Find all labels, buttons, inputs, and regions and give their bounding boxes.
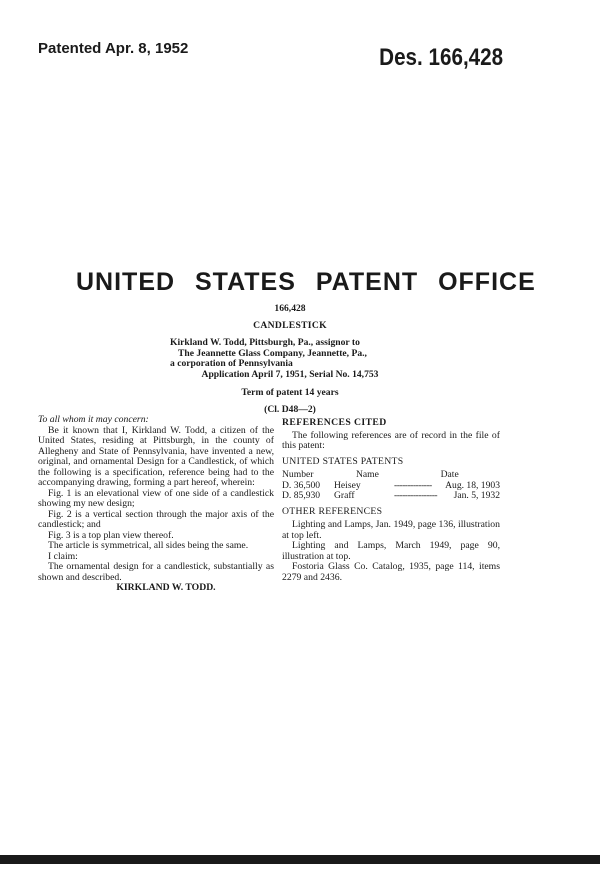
inventor-line: Kirkland W. Todd, Pittsburgh, Pa., assignor to — [170, 337, 360, 348]
fig1-description: Fig. 1 is an elevational view of one side of a candlestick showing my new design; — [38, 487, 274, 509]
bottom-border-rule — [0, 855, 600, 864]
patent-name-cell: Heisey — [334, 479, 361, 491]
application-line: Application April 7, 1951, Serial No. 14,753 — [201, 369, 379, 380]
references-intro: The following references are of record in the file of this patent: — [282, 429, 500, 451]
intro-paragraph: Be it known that I, Kirkland W. Todd, a citizen of the United States, residing at Pittsburgh, in the county of Allegheny and State of Pennsylvania, have invented a new, original, and ornamental Design for a Candlestick, of which the following is a specification, reference being had to the accompanying drawing, forming a part hereof, wherein: — [38, 424, 274, 488]
other-reference: Lighting and Lamps, March 1949, page 90, illustration at top. — [282, 540, 500, 562]
term-line: Term of patent 14 years — [241, 387, 339, 398]
leader-dots: -------------- — [394, 480, 432, 491]
other-references-heading: OTHER REFERENCES — [282, 505, 383, 517]
patent-date-cell: Aug. 18, 1903 — [445, 479, 500, 491]
column-header-name: Name — [356, 469, 379, 480]
greeting: To all whom it may concern: — [38, 414, 149, 425]
office-title: UNITED STATES PATENT OFFICE — [76, 268, 536, 296]
class-line: (Cl. D48—2) — [264, 404, 316, 415]
patent-number-cell: D. 36,500 — [282, 479, 321, 491]
fig2-description: Fig. 2 is a vertical section through the major axis of the candlestick; and — [38, 508, 274, 530]
patent-name-cell: Graff — [334, 490, 355, 501]
references-heading: REFERENCES CITED — [282, 417, 387, 428]
specification-column — [38, 415, 274, 594]
references-column — [282, 418, 500, 583]
fig3-description: Fig. 3 is a top plan view thereof. — [48, 529, 174, 541]
other-reference: Fostoria Glass Co. Catalog, 1935, page 114, items 2279 and 2436. — [282, 561, 500, 583]
column-header-number: Number — [282, 469, 314, 480]
column-header-date: Date — [440, 469, 459, 480]
patent-title: CANDLESTICK — [253, 320, 327, 331]
other-reference: Lighting and Lamps, Jan. 1949, page 136, illustration at top left. — [282, 519, 500, 541]
inventor-line: The Jeannette Glass Company, Jeannette, Pa., — [178, 347, 367, 359]
inventor-line: a corporation of Pennsylvania — [170, 358, 293, 369]
patented-date: Patented Apr. 8, 1952 — [38, 40, 189, 57]
patent-number-cell: D. 85,930 — [282, 490, 321, 501]
signature: KIRKLAND W. TODD. — [116, 582, 216, 593]
symmetry-statement: The article is symmetrical, all sides being the same. — [48, 540, 249, 551]
design-number: Des. 166,428 — [379, 44, 503, 71]
claim-text: The ornamental design for a candlestick, substantially as shown and described. — [38, 561, 274, 583]
patent-date-cell: Jan. 5, 1932 — [453, 490, 500, 501]
patent-number: 166,428 — [274, 303, 306, 314]
table-row — [282, 491, 500, 502]
claim-label: I claim: — [48, 550, 78, 562]
us-patents-heading: UNITED STATES PATENTS — [282, 455, 404, 467]
inventor-block — [170, 338, 367, 370]
leader-dots: ---------------- — [394, 491, 438, 501]
us-patents-table — [282, 470, 500, 502]
table-header-row — [282, 470, 500, 481]
